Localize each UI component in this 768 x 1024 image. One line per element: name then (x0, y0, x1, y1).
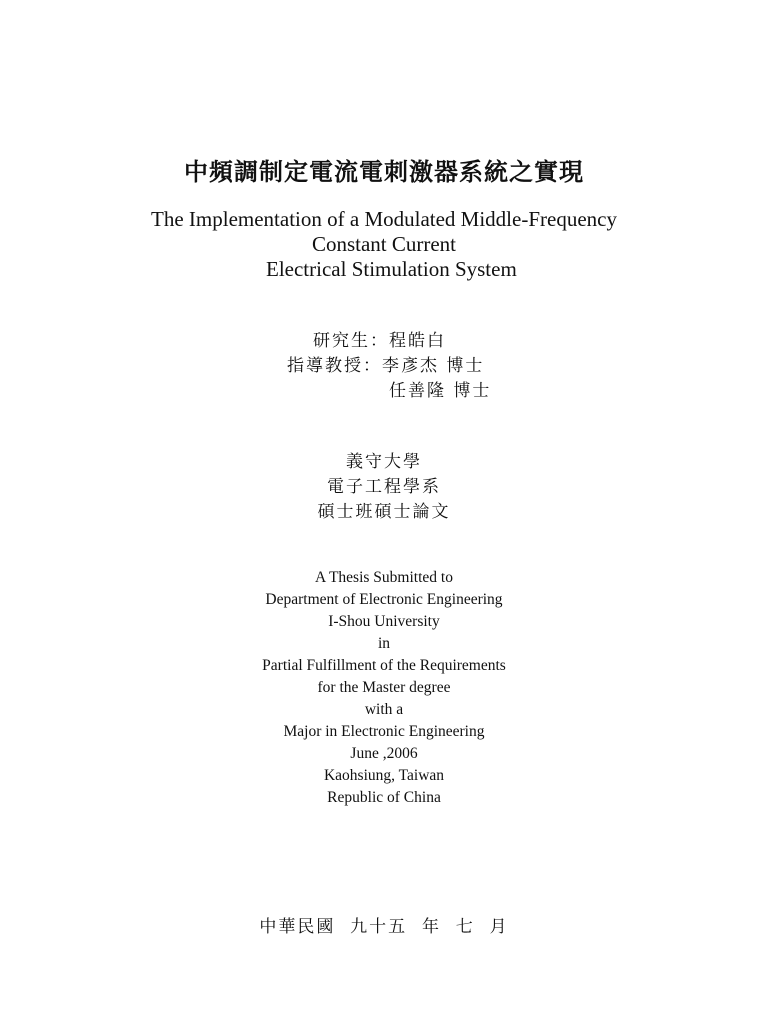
university-name: 義守大學 (346, 452, 422, 472)
thesis-line-3: I-Shou University (328, 613, 440, 630)
advisor-line-1: 指導教授：李彥杰 博士 (287, 356, 485, 376)
thesis-line-8: Major in Electronic Engineering (283, 723, 485, 740)
degree-name: 碩士班碩士論文 (317, 502, 451, 522)
student-line: 研究生：程皓白 (313, 331, 446, 351)
english-title-line-2: Constant Current (311, 232, 457, 256)
chinese-title: 中頻調制定電流電刺激器系統之實現 (184, 158, 584, 186)
advisor-line-2: 任善隆 博士 (389, 381, 492, 401)
thesis-line-1: A Thesis Submitted to (315, 569, 453, 586)
department-name: 電子工程學系 (327, 477, 441, 497)
thesis-line-10: Kaohsiung, Taiwan (323, 767, 445, 784)
thesis-line-5: Partial Fulfillment of the Requirements (262, 657, 506, 674)
thesis-line-6: for the Master degree (317, 679, 451, 696)
english-title-line-1: The Implementation of a Modulated Middle-Frequency (151, 207, 617, 231)
thesis-line-7: with a (364, 701, 404, 718)
english-title-line-3: Electrical Stimulation System (266, 257, 517, 281)
chinese-date: 中華民國 九十五 年 七 月 (259, 917, 509, 937)
thesis-line-9: June ,2006 (350, 745, 418, 762)
thesis-line-11: Republic of China (327, 789, 441, 806)
thesis-line-4: in (377, 635, 391, 652)
thesis-line-2: Department of Electronic Engineering (265, 591, 503, 608)
